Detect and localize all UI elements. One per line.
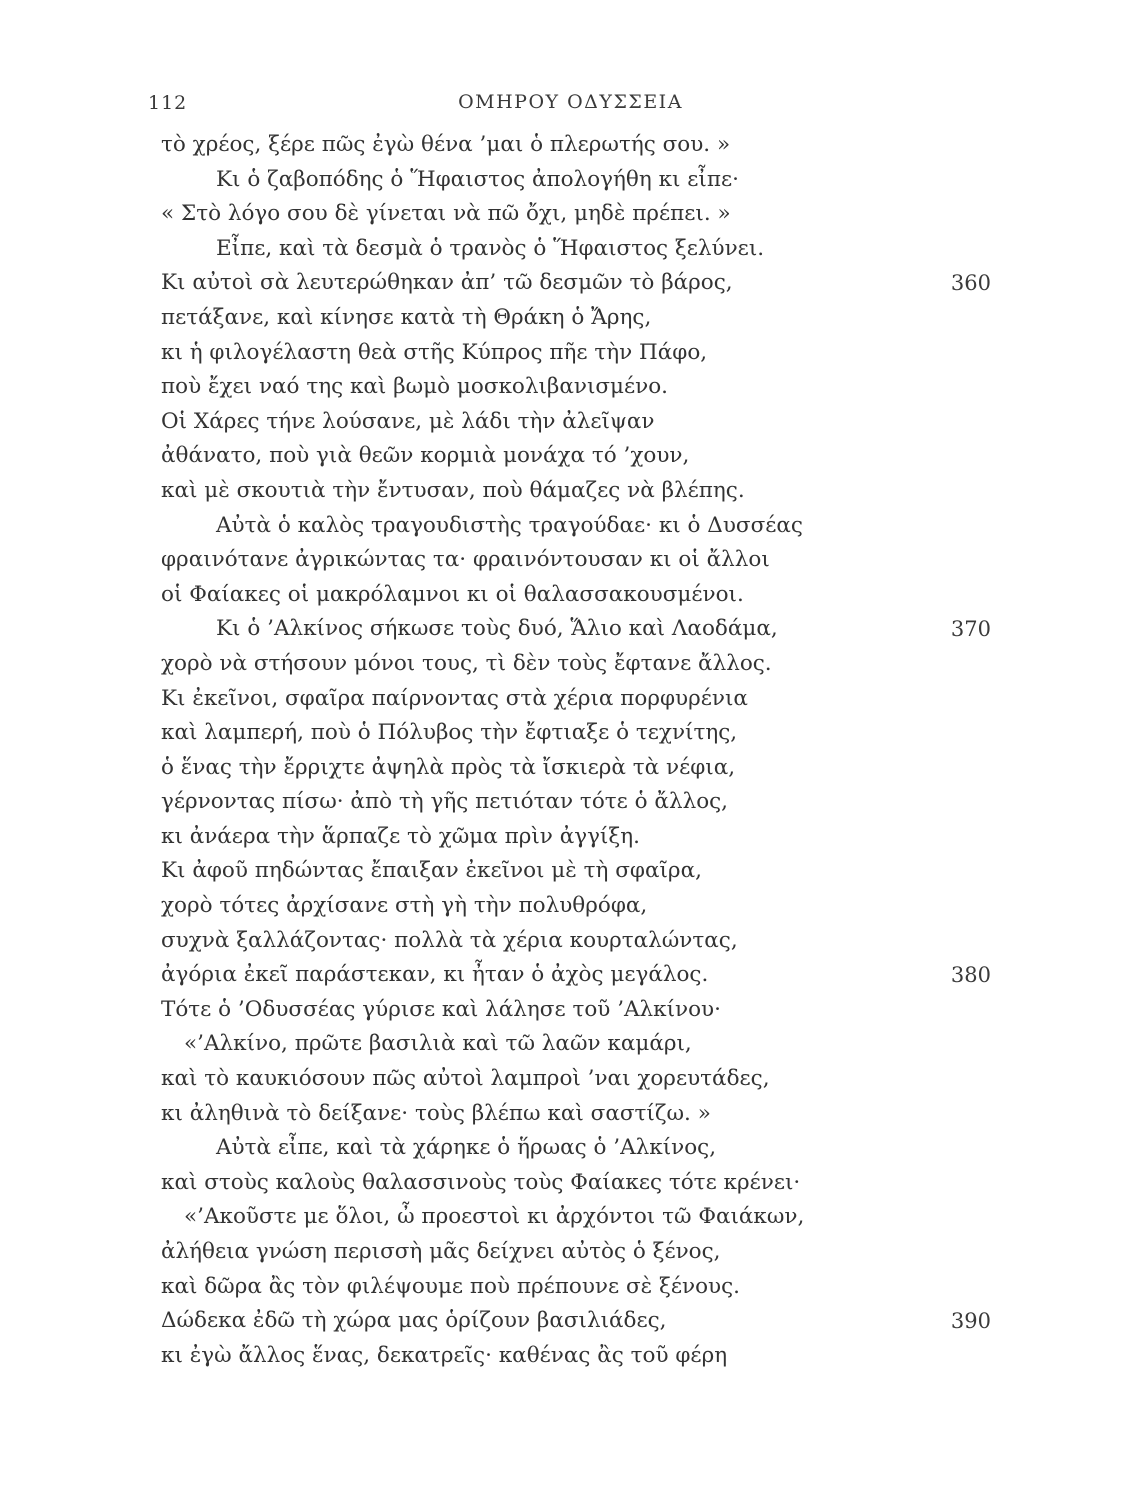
verse-line — [0, 716, 1141, 751]
verse-text: καὶ δῶρα ἂς τὸν φιλέψουμε ποὺ πρέπουνε σὲ ξένους. — [161, 1273, 740, 1299]
verse-text: Αὐτὰ ὁ καλὸς τραγουδιστὴς τραγούδαε· κι ὁ Δυσσέας — [216, 512, 803, 538]
verse-text: ἀθάνατο, ποὺ γιὰ θεῶν κορμιὰ μονάχα τό ’χουν, — [161, 443, 690, 469]
verse-text: καὶ στοὺς καλοὺς θαλασσινοὺς τοὺς Φαίακες τότε κρένει· — [161, 1169, 801, 1195]
line-number: 390 — [950, 1309, 991, 1334]
verse-line — [0, 751, 1141, 786]
verse-text: ἀγόρια ἐκεῖ παράστεκαν, κι ἦταν ὁ ἀχὸς μεγάλος. — [161, 962, 709, 988]
verse-text: καὶ λαμπερή, ποὺ ὁ Πόλυβος τὴν ἔφτιαξε ὁ τεχνίτης, — [161, 720, 738, 746]
verse-text: «’Ακοῦστε με ὅλοι, ὦ προεστοὶ κι ἀρχόντοι τῶ Φαιάκων, — [184, 1204, 805, 1230]
verse-line — [0, 647, 1141, 682]
verse-text: ὁ ἕνας τὴν ἔρριχτε ἀψηλὰ πρὸς τὰ ἴσκιερὰ τὰ νέφια, — [161, 754, 736, 780]
verse-line — [0, 924, 1141, 959]
verse-line — [0, 232, 1141, 267]
verse-line — [0, 785, 1141, 820]
line-number: 370 — [950, 617, 991, 642]
verse-text: κι ἐγὼ ἄλλος ἕνας, δεκατρεῖς· καθένας ἂς τοῦ φέρη — [161, 1342, 728, 1368]
verse-text: καὶ τὸ καυκιόσουν πῶς αὐτοὶ λαμπροὶ ’ναι χορευτάδες, — [161, 1066, 770, 1092]
verse-text: συχνὰ ξαλλάζοντας· πολλὰ τὰ χέρια κουρταλώντας, — [161, 927, 738, 953]
verse-line — [0, 1200, 1141, 1235]
verse-text: Εἶπε, καὶ τὰ δεσμὰ ὁ τρανὸς ὁ Ἥφαιστος ξελύνει. — [216, 235, 765, 261]
verse-text: Τότε ὁ ’Οδυσσέας γύρισε καὶ λάλησε τοῦ ’Αλκίνου· — [161, 996, 721, 1022]
verse-line — [0, 1062, 1141, 1097]
verse-line — [0, 1131, 1141, 1166]
verse-line — [0, 543, 1141, 578]
verse-text: ποὺ ἔχει ναό της καὶ βωμὸ μοσκολιβανισμένο. — [161, 374, 669, 400]
verse-line — [0, 993, 1141, 1028]
verse-text: Αὐτὰ εἶπε, καὶ τὰ χάρηκε ὁ ἥρωας ὁ ’Αλκίνος, — [216, 1135, 717, 1161]
verse-line — [0, 958, 1141, 993]
verse-block — [0, 128, 1141, 1373]
verse-text: φραινότανε ἀγρικώντας τα· φραινόντουσαν κι οἱ ἄλλοι — [161, 547, 770, 573]
verse-text: γέρνοντας πίσω· ἀπὸ τὴ γῆς πετιόταν τότε ὁ ἄλλος, — [161, 789, 729, 815]
verse-text: Κι ἐκεῖνοι, σφαῖρα παίρνοντας στὰ χέρια πορφυρένια — [161, 685, 748, 711]
verse-text: πετάξανε, καὶ κίνησε κατὰ τὴ Θράκη ὁ Ἄρης, — [161, 304, 652, 330]
verse-line — [0, 1235, 1141, 1270]
verse-line — [0, 682, 1141, 717]
running-title: ΟΜΗΡΟΥ ΟΔΥΣΣΕΙΑ — [458, 91, 683, 113]
verse-line — [0, 474, 1141, 509]
verse-line — [0, 370, 1141, 405]
verse-line — [0, 854, 1141, 889]
verse-text: Κι ὁ ’Αλκίνος σήκωσε τοὺς δυό, Ἅλιο καὶ Λαοδάμα, — [216, 616, 778, 642]
verse-line — [0, 128, 1141, 163]
verse-text: καὶ μὲ σκουτιὰ τὴν ἔντυσαν, ποὺ θάμαζες νὰ βλέπης. — [161, 477, 745, 503]
verse-line — [0, 1097, 1141, 1132]
verse-line — [0, 301, 1141, 336]
line-number: 360 — [950, 271, 991, 296]
line-number: 380 — [950, 963, 991, 988]
verse-line — [0, 820, 1141, 855]
verse-text: Κι αὐτοὶ σὰ λευτερώθηκαν ἀπ’ τῶ δεσμῶν τὸ βάρος, — [161, 270, 733, 296]
verse-line — [0, 1027, 1141, 1062]
verse-line — [0, 1304, 1141, 1339]
verse-text: « Στὸ λόγο σου δὲ γίνεται νὰ πῶ ὄχι, μηδὲ πρέπει. » — [161, 201, 731, 227]
verse-text: ἀλήθεια γνώση περισσὴ μᾶς δείχνει αὐτὸς ὁ ξένος, — [161, 1239, 721, 1264]
verse-text: κι ἀνάερα τὴν ἅρπαζε τὸ χῶμα πρὶν ἀγγίξη. — [161, 823, 640, 849]
verse-text: Κι ὁ ζαβοπόδης ὁ Ἥφαιστος ἀπολογήθη κι εἶπε· — [216, 166, 739, 192]
verse-text: κι ἀληθινὰ τὸ δείξανε· τοὺς βλέπω καὶ σαστίζω. » — [161, 1100, 711, 1126]
verse-line — [0, 336, 1141, 371]
verse-line — [0, 266, 1141, 301]
verse-text: τὸ χρέος, ξέρε πῶς ἐγὼ θένα ’μαι ὁ πλερωτής σου. » — [161, 132, 731, 157]
verse-line — [0, 405, 1141, 440]
verse-text: χορὸ νὰ στήσουν μόνοι τους, τὶ δὲν τοὺς ἔφτανε ἄλλος. — [161, 650, 772, 676]
verse-line — [0, 163, 1141, 198]
verse-line — [0, 197, 1141, 232]
verse-line — [0, 1166, 1141, 1201]
verse-text: Οἱ Χάρες τήνε λούσανε, μὲ λάδι τὴν ἀλεῖψαν — [161, 408, 655, 434]
verse-line — [0, 1270, 1141, 1305]
verse-line — [0, 578, 1141, 613]
verse-text: κι ἡ φιλογέλαστη θεὰ στῆς Κύπρος πῆε τὴν Πάφο, — [161, 339, 708, 365]
verse-text: χορὸ τότες ἀρχίσανε στὴ γὴ τὴν πολυθρόφα, — [161, 893, 648, 919]
verse-text: οἱ Φαίακες οἱ μακρόλαμνοι κι οἱ θαλασσακουσμένοι. — [161, 581, 744, 607]
verse-line — [0, 509, 1141, 544]
verse-line — [0, 439, 1141, 474]
verse-line — [0, 1339, 1141, 1374]
verse-text: «’Αλκίνο, πρῶτε βασιλιὰ καὶ τῶ λαῶν καμάρι, — [184, 1031, 692, 1057]
verse-line — [0, 889, 1141, 924]
verse-line — [0, 612, 1141, 647]
verse-text: Κι ἀφοῦ πηδώντας ἔπαιξαν ἐκεῖνοι μὲ τὴ σφαῖρα, — [161, 858, 702, 884]
page-number: 112 — [148, 92, 188, 114]
verse-text: Δώδεκα ἐδῶ τὴ χώρα μας ὁρίζουν βασιλιάδες, — [161, 1308, 667, 1334]
